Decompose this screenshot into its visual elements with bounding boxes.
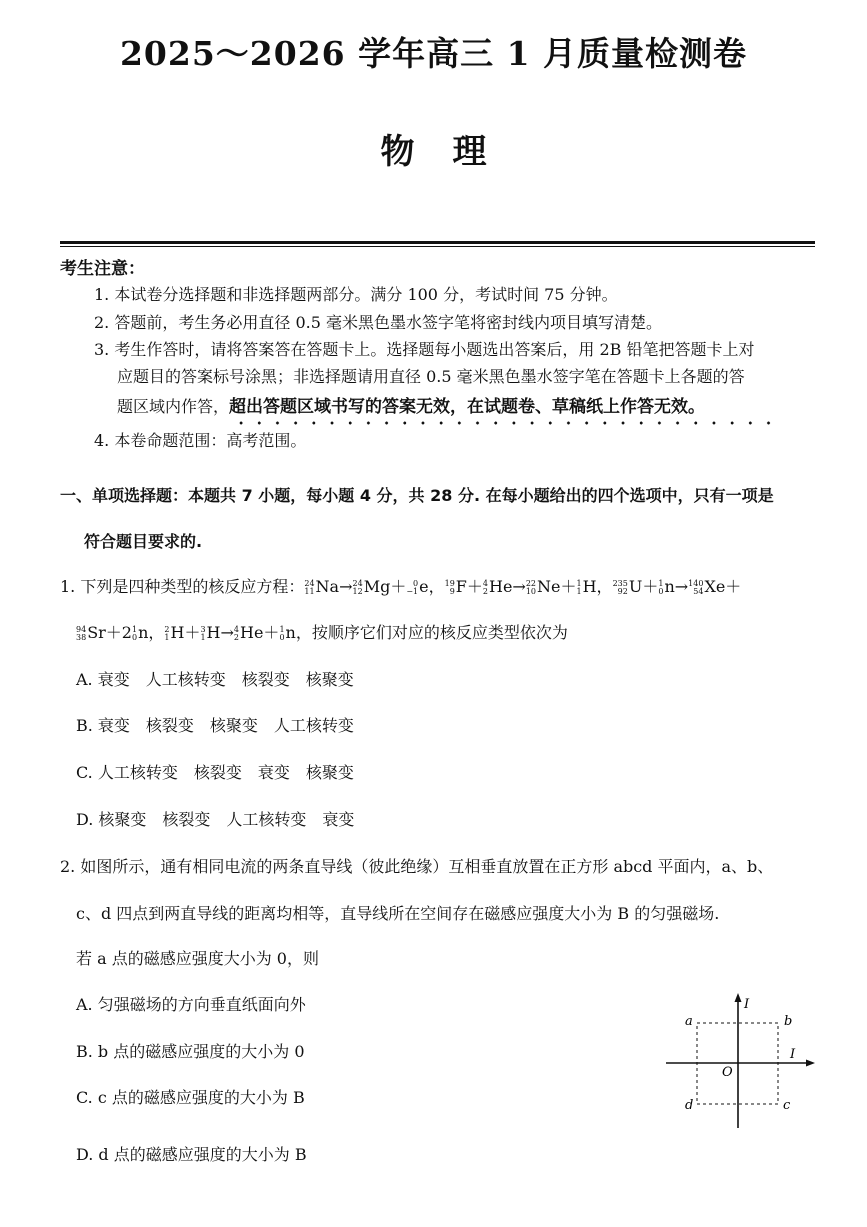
nuclide-mg: 24 12 (352, 578, 363, 596)
q1-option-d[interactable]: D. 核聚变 核裂变 人工核转变 衰变 (76, 810, 355, 829)
q1-option-c[interactable]: C. 人工核转变 核裂变 衰变 核聚变 (76, 763, 354, 782)
q2-stem-line3: 若 a 点的磁感应强度大小为 0，则 (76, 949, 319, 968)
q2-option-b[interactable]: B. b 点的磁感应强度的大小为 0 (76, 1042, 305, 1061)
emphasis-dots (232, 421, 780, 425)
nuclide-sr: 94 38 (76, 624, 87, 642)
q2-stem-line2: c、d 四点到两直导线的距离均相等，直导线所在空间存在磁感应强度大小为 B 的匀强磁场. (76, 904, 720, 923)
q1-stem-line2: 94 38 Sr＋2 1 0 n， 2 1 H＋ 3 1 H→ 4 2 He＋ 1 0 n，按顺序它们对应的核反应类型依次为 (76, 623, 568, 642)
section1-heading-cont: 符合题目要求的. (84, 532, 203, 551)
notice-item-3-cont2 (117, 392, 705, 417)
nuclide-n3: 1 0 (279, 624, 285, 642)
nuclide-na: 24 11 (304, 578, 315, 596)
q2-option-d[interactable]: D. d 点的磁感应强度的大小为 B (76, 1145, 307, 1164)
notice-item-1: 1. 本试卷分选择题和非选择题两部分。满分 100 分，考试时间 75 分钟。 (94, 285, 618, 304)
nuclide-u: 235 92 (612, 578, 628, 596)
label-i-vertical: I (744, 997, 750, 1012)
label-b: b (784, 1014, 793, 1029)
nuclide-h3: 3 1 (200, 624, 206, 642)
q1-option-a[interactable]: A. 衰变 人工核转变 核裂变 核聚变 (76, 670, 354, 689)
q2-option-a[interactable]: A. 匀强磁场的方向垂直纸面向外 (76, 995, 306, 1014)
label-c: c (783, 1098, 791, 1113)
label-o: O (722, 1065, 733, 1080)
q2-figure (660, 990, 825, 1135)
notice-item-4: 4. 本卷命题范围：高考范围。 (94, 431, 307, 450)
nuclide-he: 4 2 (482, 578, 488, 596)
notice-item-3-cont: 应题目的答案标号涂黑；非选择题请用直径 0.5 毫米黑色墨水签字笔在答题卡上各题的答 (117, 367, 745, 386)
exam-title: 2025～2026 学年高三 1 月质量检测卷 (119, 34, 748, 73)
q2-stem-line1: 2. 如图所示，通有相同电流的两条直导线（彼此绝缘）互相垂直放置在正方形 abcd 平面内，a、b、 (60, 857, 774, 876)
section1-heading: 一、单项选择题：本题共 7 小题，每小题 4 分，共 28 分. 在每小题给出的四个选项中，只有一项是 (60, 486, 774, 505)
notice-heading: 考生注意： (60, 259, 145, 279)
subject-title: 物理 (380, 132, 525, 172)
vertical-arrow-icon (735, 993, 742, 1002)
q1-prefix: 1. 下列是四种类型的核反应方程： (60, 577, 305, 596)
notice-item-3-tail: 题区域内作答， (117, 397, 230, 416)
header-divider (60, 241, 815, 244)
header-divider-thin (60, 246, 815, 247)
label-d: d (685, 1098, 694, 1113)
nuclide-he2: 4 2 (233, 624, 239, 642)
nuclide-f: 19 9 (444, 578, 455, 596)
q1-option-b[interactable]: B. 衰变 核裂变 核聚变 人工核转变 (76, 716, 354, 735)
q2-option-c[interactable]: C. c 点的磁感应强度的大小为 B (76, 1088, 305, 1107)
q1-suffix: ，按顺序它们对应的核反应类型依次为 (295, 623, 568, 642)
nuclide-electron: 0 −1 (406, 578, 419, 596)
notice-emphasis: 超出答题区域书写的答案无效，在试题卷、草稿纸上作答无效。 (229, 397, 706, 417)
label-a: a (685, 1014, 693, 1029)
nuclide-xe: 140 54 (688, 578, 704, 596)
nuclide-n: 1 0 (658, 578, 664, 596)
nuclide-h: 1 1 (576, 578, 582, 596)
notice-item-3: 3. 考生作答时，请将答案答在答题卡上。选择题每小题选出答案后，用 2B 铅笔把答题卡上对 (94, 340, 755, 359)
nuclide-ne: 22 10 (525, 578, 537, 596)
notice-item-2: 2. 答题前，考生务必用直径 0.5 毫米黑色墨水签字笔将密封线内项目填写清楚。 (94, 313, 662, 332)
nuclide-n2: 1 0 (131, 624, 138, 642)
q1-stem-line1: 1. 下列是四种类型的核反应方程： 24 11 Na→ 24 12 Mg＋ 0 −1 e， 19 9 F＋ 4 2 He→ 22 10 Ne＋ 1 1 H， 235 92 U＋ 1 0 n→ 140 54 Xe＋ (60, 577, 742, 596)
horizontal-arrow-icon (806, 1060, 815, 1067)
label-i-horizontal: I (790, 1047, 796, 1062)
nuclide-h2: 2 1 (164, 624, 170, 642)
